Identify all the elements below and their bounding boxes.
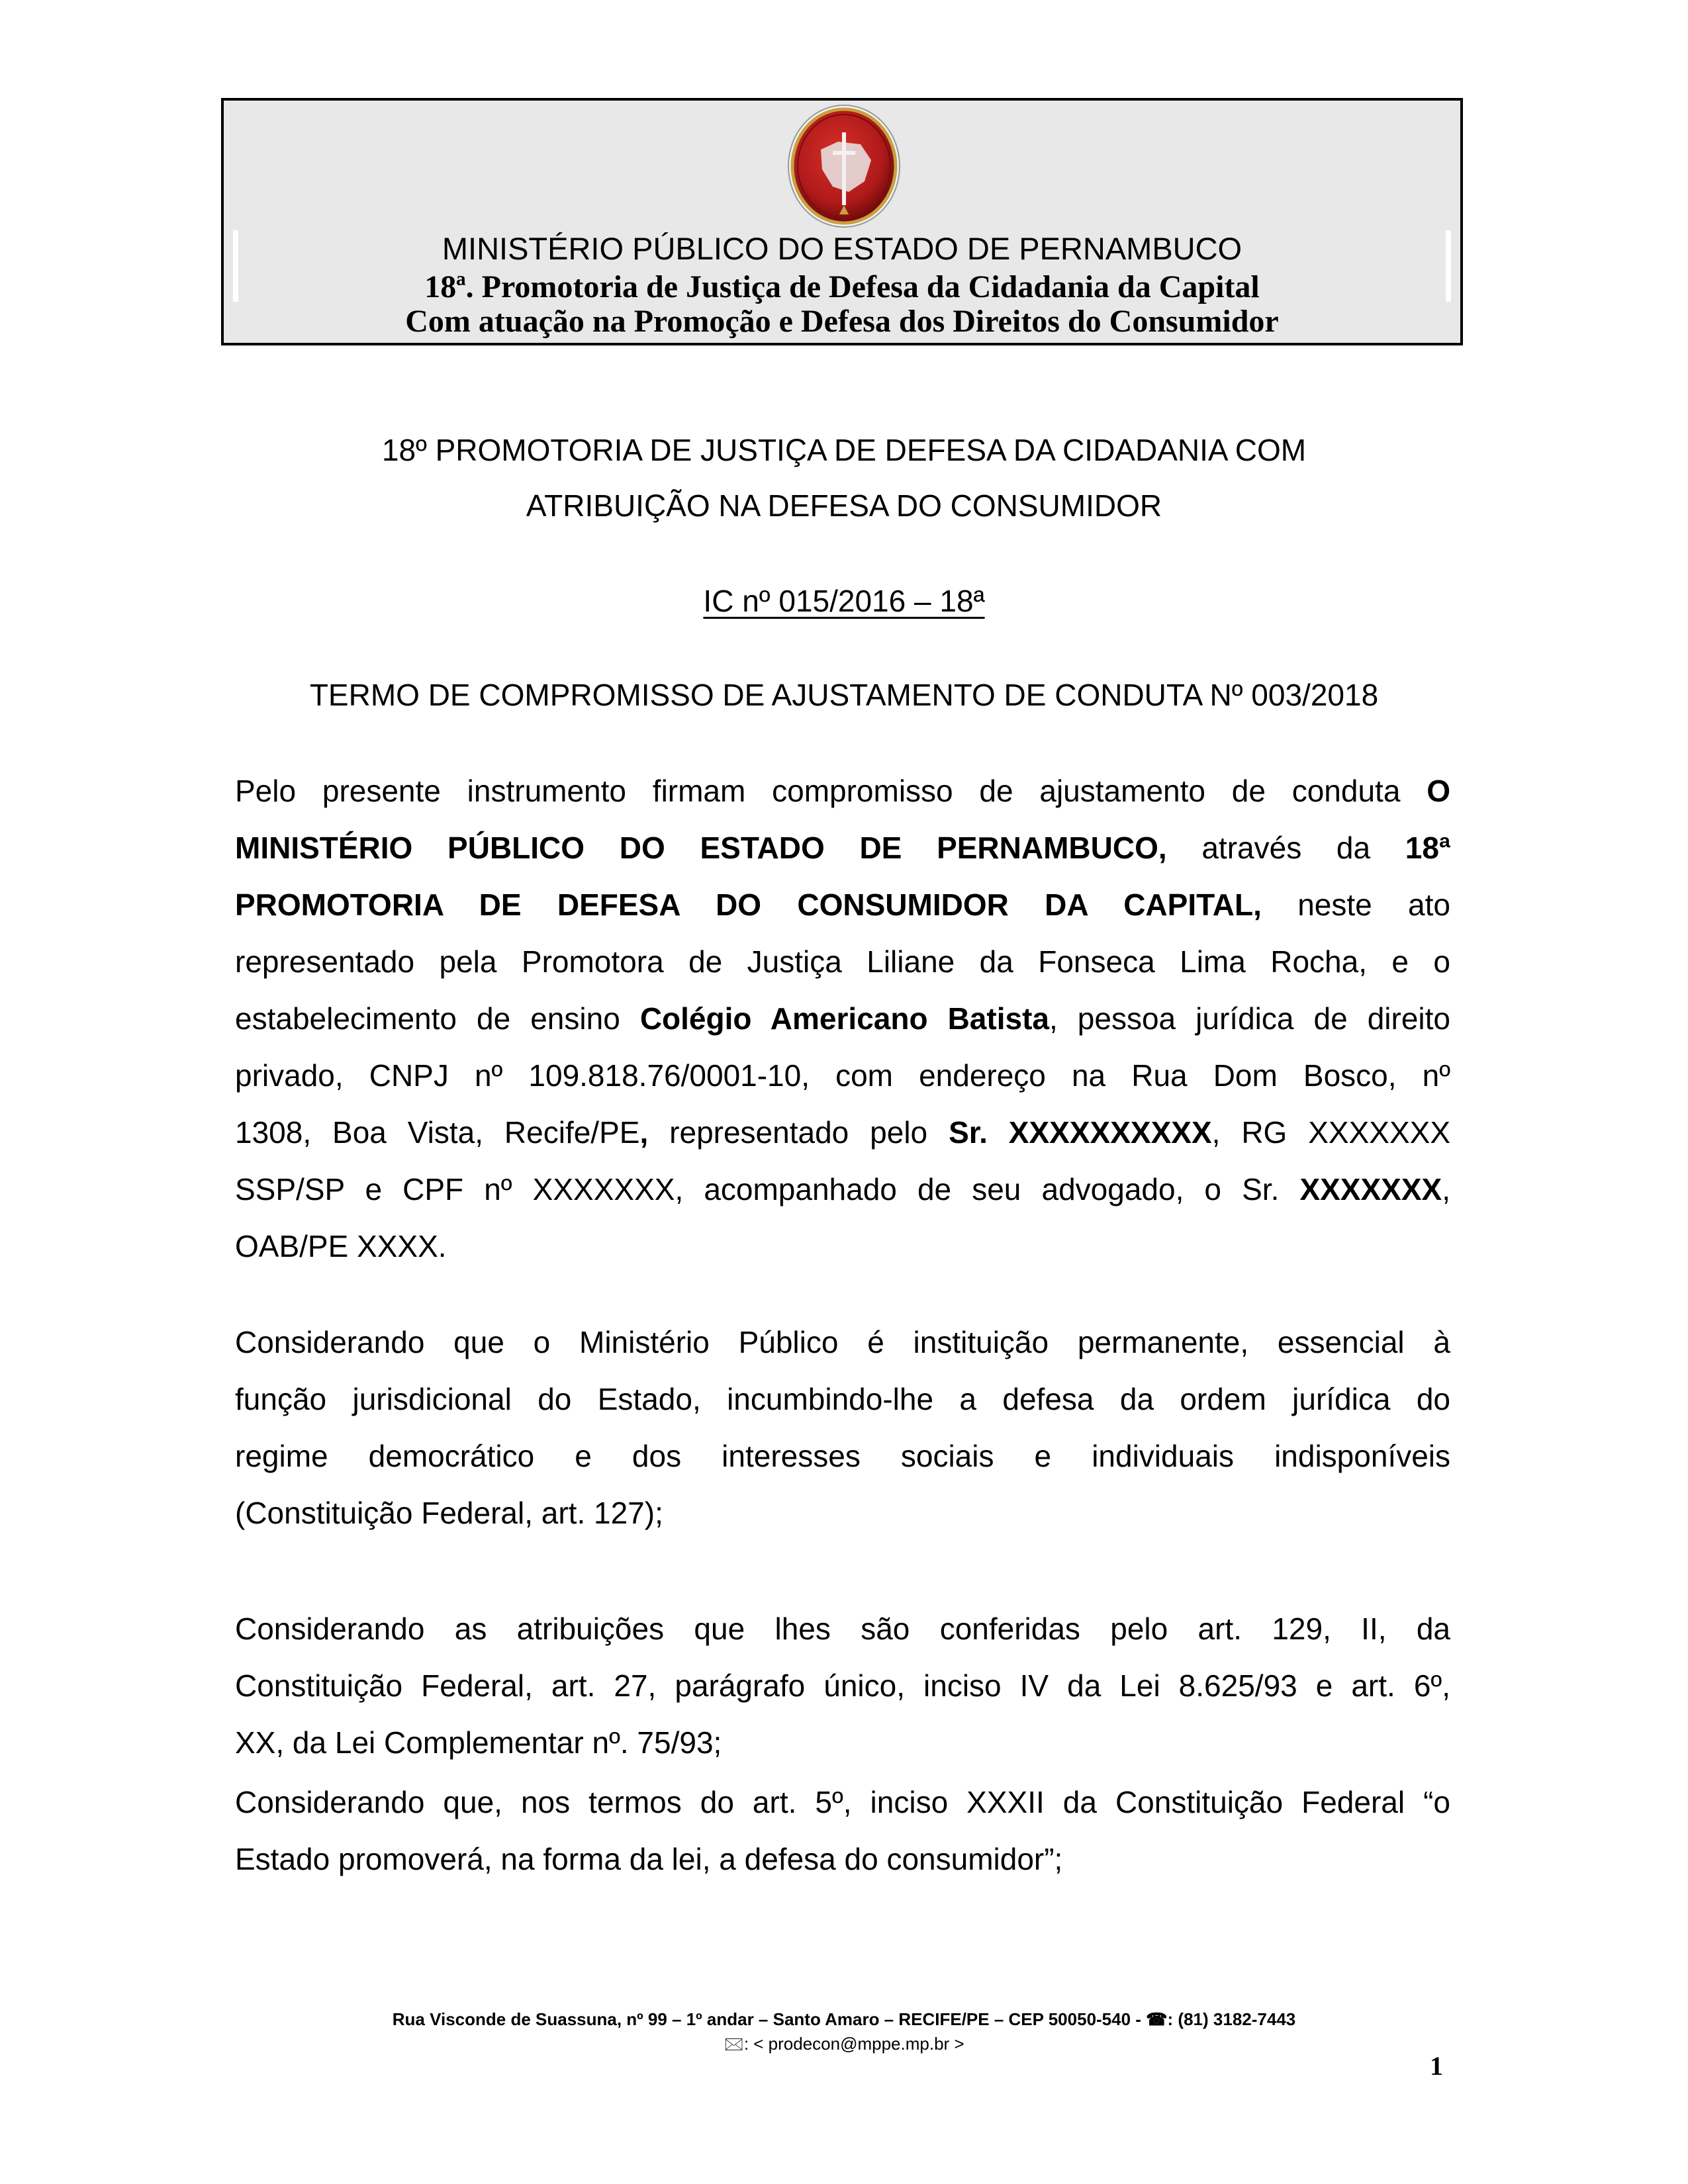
text-line: (Constituição Federal, art. 127); xyxy=(235,1496,663,1530)
text: estabelecimento de ensino xyxy=(235,1001,640,1036)
text: 1308, Boa Vista, Recife/PE xyxy=(235,1115,640,1150)
text-line xyxy=(235,762,1450,819)
paragraph-considerando-2 xyxy=(235,1600,1450,1771)
text-line: regime democrático e dos interesses sociais e individuais indisponíveis xyxy=(235,1439,1450,1473)
text: representado pelo xyxy=(648,1115,949,1150)
text-line: privado, CNPJ nº 109.818.76/0001-10, com endereço na Rua Dom Bosco, nº xyxy=(235,1058,1450,1093)
bold-text: PROMOTORIA DE DEFESA DO CONSUMIDOR DA CAPITAL, xyxy=(235,887,1262,922)
text: , RG XXXXXXX xyxy=(1211,1115,1451,1150)
text-line: XX, da Lei Complementar nº. 75/93; xyxy=(235,1725,722,1760)
bold-text: , xyxy=(639,1115,649,1150)
text-line xyxy=(235,876,1450,933)
text: SSP/SP e CPF nº XXXXXXX, acompanhado de seu advogado, o Sr. xyxy=(235,1172,1300,1206)
termo-title: TERMO DE COMPROMISSO DE AJUSTAMENTO DE CONDUTA Nº 003/2018 xyxy=(309,678,1379,712)
doc-title-line1: 18º PROMOTORIA DE JUSTIÇA DE DEFESA DA CIDADANIA COM xyxy=(381,433,1307,467)
text-line xyxy=(235,1161,1450,1218)
bold-text: Colégio Americano Batista xyxy=(639,1001,1049,1036)
footer-address: Rua Visconde de Suassuna, nº 99 – 1º andar – Santo Amaro – RECIFE/PE – CEP 50050-540 - ☎: (81) 3182-7443 xyxy=(392,2009,1296,2029)
header-institution: MINISTÉRIO PÚBLICO DO ESTADO DE PERNAMBUCO xyxy=(442,231,1243,266)
bold-text: MINISTÉRIO PÚBLICO DO ESTADO DE PERNAMBUCO, xyxy=(235,831,1167,865)
footer-email: : < prodecon@mppe.mp.br > xyxy=(743,2034,964,2054)
text-line xyxy=(235,1104,1450,1161)
text-line: função jurisdicional do Estado, incumbindo-lhe a defesa da ordem jurídica do xyxy=(235,1382,1450,1416)
header-atuacao: Com atuação na Promoção e Defesa dos Direitos do Consumidor xyxy=(405,304,1279,339)
text: , pessoa jurídica de direito xyxy=(1049,1001,1450,1036)
text-line: Constituição Federal, art. 27, parágrafo único, inciso IV da Lei 8.625/93 e art. 6º, xyxy=(235,1668,1450,1703)
text: Pelo presente instrumento firmam compromisso de ajustamento de conduta xyxy=(235,774,1427,808)
ic-number-text: IC nº 015/2016 – 18ª xyxy=(703,584,985,618)
text-line: Considerando que, nos termos do art. 5º, inciso XXXII da Constituição Federal “o xyxy=(235,1785,1450,1819)
text: através da xyxy=(1166,831,1405,865)
text-line: representado pela Promotora de Justiça Liliane da Fonseca Lima Rocha, e o xyxy=(235,944,1450,979)
text-line: Considerando as atribuições que lhes são conferidas pelo art. 129, II, da xyxy=(235,1612,1450,1646)
doc-title-line2: ATRIBUIÇÃO NA DEFESA DO CONSUMIDOR xyxy=(526,488,1162,523)
ic-number xyxy=(0,573,1688,629)
paragraph-parties xyxy=(235,762,1450,1275)
text-line xyxy=(235,819,1450,876)
text-line: Estado promoverá, na forma da lei, a defesa do consumidor”; xyxy=(235,1842,1063,1876)
bold-text: O xyxy=(1427,774,1450,808)
paragraph-considerando-1 xyxy=(235,1314,1450,1541)
page-number: 1 xyxy=(1430,2051,1443,2081)
bold-text: Sr. XXXXXXXXXX xyxy=(949,1115,1212,1150)
envelope-icon: 🖂 xyxy=(724,2034,744,2054)
text-line xyxy=(235,990,1450,1047)
bold-text: XXXXXXX xyxy=(1299,1172,1442,1206)
letterhead-box xyxy=(221,98,1463,345)
bold-text: 18ª xyxy=(1405,831,1450,865)
text: , xyxy=(1442,1172,1450,1206)
text-line: OAB/PE XXXX. xyxy=(235,1229,447,1263)
text-line: Considerando que o Ministério Público é instituição permanente, essencial à xyxy=(235,1325,1450,1359)
ministerio-seal-icon xyxy=(786,103,902,229)
header-promotoria: 18ª. Promotoria de Justiça de Defesa da Cidadania da Capital xyxy=(424,269,1260,304)
text: neste ato xyxy=(1261,887,1451,922)
paragraph-considerando-3 xyxy=(235,1774,1450,1888)
